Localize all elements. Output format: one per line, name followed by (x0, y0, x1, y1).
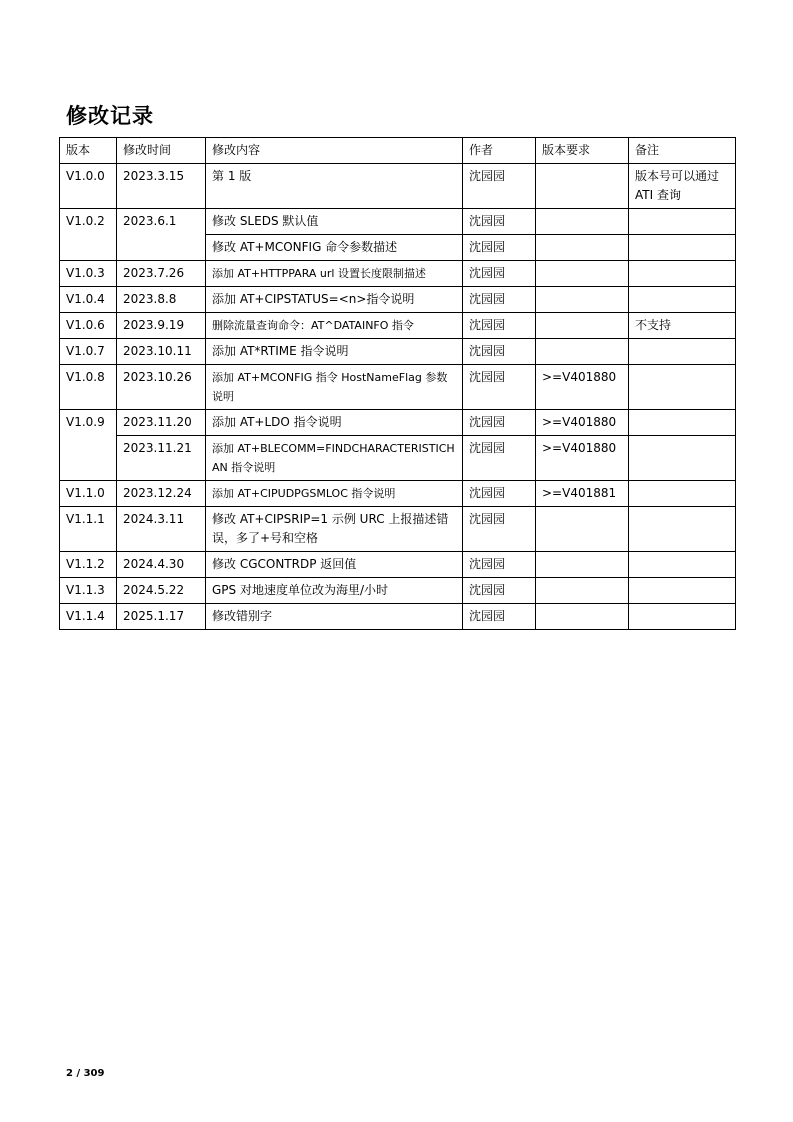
cell-author: 沈园园 (463, 313, 536, 339)
cell-version: V1.0.0 (60, 164, 117, 209)
table-row (60, 436, 736, 481)
cell-content: 修改 AT+MCONFIG 命令参数描述 (206, 235, 463, 261)
cell-version: V1.0.9 (60, 410, 117, 481)
cell-content: 第 1 版 (206, 164, 463, 209)
cell-date: 2023.6.1 (117, 209, 206, 261)
header-version: 版本 (60, 138, 117, 164)
cell-content: 添加 AT+LDO 指令说明 (206, 410, 463, 436)
cell-requirement (536, 261, 629, 287)
cell-date: 2023.7.26 (117, 261, 206, 287)
cell-version: V1.1.3 (60, 578, 117, 604)
cell-version: V1.1.0 (60, 481, 117, 507)
cell-author: 沈园园 (463, 235, 536, 261)
cell-date: 2023.9.19 (117, 313, 206, 339)
cell-author: 沈园园 (463, 578, 536, 604)
header-note: 备注 (629, 138, 736, 164)
cell-version: V1.0.6 (60, 313, 117, 339)
cell-note (629, 436, 736, 481)
cell-author: 沈园园 (463, 209, 536, 235)
cell-content: 添加 AT+BLECOMM=FINDCHARACTERISTICHAN 指令说明 (206, 436, 463, 481)
cell-note (629, 481, 736, 507)
cell-content: 修改 AT+CIPSRIP=1 示例 URC 上报描述错误，多了+号和空格 (206, 507, 463, 552)
cell-note (629, 287, 736, 313)
table-row (60, 552, 736, 578)
cell-note (629, 552, 736, 578)
cell-date: 2023.10.11 (117, 339, 206, 365)
table-row (60, 365, 736, 410)
cell-note (629, 604, 736, 630)
cell-requirement (536, 164, 629, 209)
table-row (60, 481, 736, 507)
cell-version: V1.1.1 (60, 507, 117, 552)
cell-date: 2023.11.21 (117, 436, 206, 481)
cell-author: 沈园园 (463, 365, 536, 410)
cell-version: V1.0.2 (60, 209, 117, 261)
page-title: 修改记录 (66, 104, 154, 128)
cell-date: 2023.8.8 (117, 287, 206, 313)
cell-version: V1.1.4 (60, 604, 117, 630)
cell-requirement (536, 604, 629, 630)
cell-content: 删除流量查询命令：AT^DATAINFO 指令 (206, 313, 463, 339)
cell-author: 沈园园 (463, 164, 536, 209)
cell-requirement: >=V401880 (536, 436, 629, 481)
cell-version: V1.0.4 (60, 287, 117, 313)
cell-content: GPS 对地速度单位改为海里/小时 (206, 578, 463, 604)
table-row (60, 507, 736, 552)
cell-date: 2024.3.11 (117, 507, 206, 552)
cell-note (629, 339, 736, 365)
cell-date: 2023.11.20 (117, 410, 206, 436)
header-content: 修改内容 (206, 138, 463, 164)
cell-note (629, 235, 736, 261)
table-row (60, 209, 736, 235)
table-row (60, 261, 736, 287)
table-row (60, 164, 736, 209)
cell-date: 2025.1.17 (117, 604, 206, 630)
cell-date: 2023.10.26 (117, 365, 206, 410)
table-row (60, 287, 736, 313)
cell-author: 沈园园 (463, 604, 536, 630)
cell-version: V1.1.2 (60, 552, 117, 578)
cell-author: 沈园园 (463, 481, 536, 507)
cell-author: 沈园园 (463, 339, 536, 365)
cell-note: 版本号可以通过 ATI 查询 (629, 164, 736, 209)
cell-requirement (536, 339, 629, 365)
cell-author: 沈园园 (463, 436, 536, 481)
cell-date: 2024.4.30 (117, 552, 206, 578)
revision-table (59, 137, 736, 630)
cell-author: 沈园园 (463, 287, 536, 313)
cell-requirement: >=V401881 (536, 481, 629, 507)
table-row (60, 604, 736, 630)
table-row (60, 578, 736, 604)
cell-content: 修改 SLEDS 默认值 (206, 209, 463, 235)
cell-date: 2024.5.22 (117, 578, 206, 604)
cell-content: 添加 AT+CIPUDPGSMLOC 指令说明 (206, 481, 463, 507)
cell-note (629, 261, 736, 287)
cell-note: 不支持 (629, 313, 736, 339)
cell-author: 沈园园 (463, 410, 536, 436)
table-header-row (60, 138, 736, 164)
table-row (60, 313, 736, 339)
table-row (60, 339, 736, 365)
cell-content: 添加 AT+CIPSTATUS=<n>指令说明 (206, 287, 463, 313)
cell-author: 沈园园 (463, 552, 536, 578)
cell-content: 修改错别字 (206, 604, 463, 630)
cell-note (629, 410, 736, 436)
cell-requirement (536, 287, 629, 313)
cell-date: 2023.3.15 (117, 164, 206, 209)
cell-requirement: >=V401880 (536, 365, 629, 410)
cell-author: 沈园园 (463, 261, 536, 287)
cell-note (629, 578, 736, 604)
cell-requirement (536, 209, 629, 235)
header-date: 修改时间 (117, 138, 206, 164)
cell-note (629, 507, 736, 552)
cell-requirement: >=V401880 (536, 410, 629, 436)
cell-content: 添加 AT*RTIME 指令说明 (206, 339, 463, 365)
cell-version: V1.0.3 (60, 261, 117, 287)
header-author: 作者 (463, 138, 536, 164)
header-requirement: 版本要求 (536, 138, 629, 164)
cell-author: 沈园园 (463, 507, 536, 552)
cell-note (629, 209, 736, 235)
cell-date: 2023.12.24 (117, 481, 206, 507)
cell-note (629, 365, 736, 410)
cell-requirement (536, 578, 629, 604)
cell-content: 添加 AT+HTTPPARA url 设置长度限制描述 (206, 261, 463, 287)
cell-requirement (536, 235, 629, 261)
cell-version: V1.0.8 (60, 365, 117, 410)
cell-version: V1.0.7 (60, 339, 117, 365)
cell-requirement (536, 313, 629, 339)
table-row (60, 410, 736, 436)
cell-content: 添加 AT+MCONFIG 指令 HostNameFlag 参数说明 (206, 365, 463, 410)
cell-content: 修改 CGCONTRDP 返回值 (206, 552, 463, 578)
page-number: 2 / 309 (66, 1068, 105, 1079)
cell-requirement (536, 552, 629, 578)
cell-requirement (536, 507, 629, 552)
